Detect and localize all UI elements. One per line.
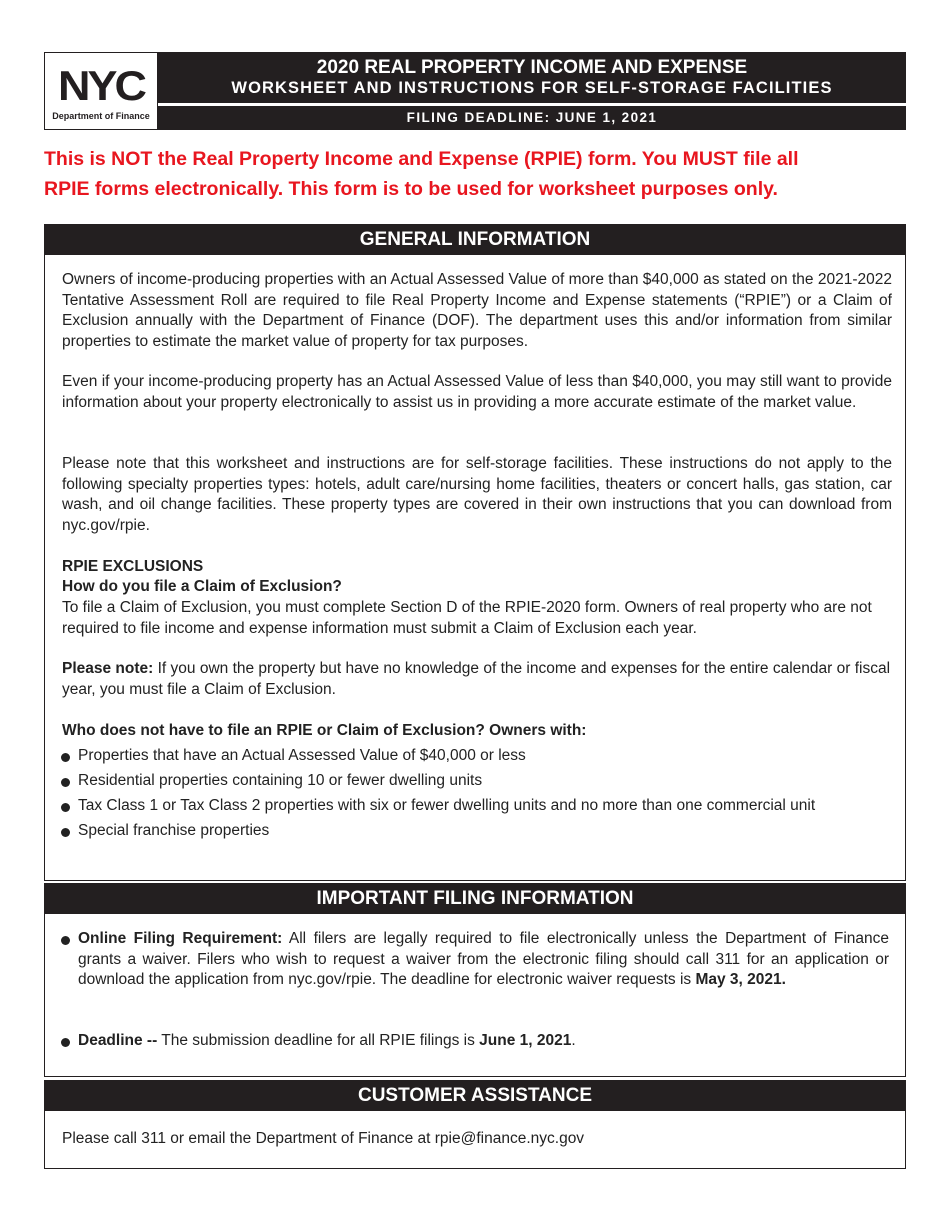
warning-line-2: RPIE forms electronically. This form is to be used for worksheet purposes only. [44,178,778,200]
important-filing-section [44,883,906,1077]
who-heading: Who does not have to file an RPIE or Claim of Exclusion? Owners with: [62,722,587,739]
online-filing-label: Online Filing Requirement: [78,930,283,947]
please-note-paragraph [62,659,892,700]
list-item: Online Filing Requirement: All filers are legally required to file electronically unless the Department of Finance grants a waiver. Filers who wish to request a waiver from the electronic filing should call 311 for an application or download the application from nyc.gov/rpie. The deadline for electronic waiver requests is May 3, 2021. [61,929,889,991]
page-header [44,52,906,130]
note-text: If you own the property but have no knowledge of the income and expenses for the entire calendar or fiscal year, you must file a Claim of Exclusion. [62,660,891,698]
waiver-deadline-date: May 3, 2021. [695,971,786,988]
list-item: Residential properties containing 10 or fewer dwelling units [61,771,482,792]
list-item: Tax Class 1 or Tax Class 2 properties with six or fewer dwelling units and no more than one commercial unit [61,796,815,817]
bullet-icon [61,1038,70,1047]
bullet-icon [61,936,70,945]
general-information-section [44,224,906,881]
logo-wordmark: NYC [58,67,144,107]
bullet-icon [61,753,70,762]
section-heading: CUSTOMER ASSISTANCE [45,1081,905,1111]
bullet-icon [61,803,70,812]
exclusions-heading: RPIE EXCLUSIONS [62,558,204,575]
warning-line-1: This is NOT the Real Property Income and Expense (RPIE) form. You MUST file all [44,148,799,170]
deadline-label: Deadline -- [78,1032,158,1049]
bullet-icon [61,828,70,837]
section-heading: IMPORTANT FILING INFORMATION [45,884,905,914]
nyc-logo-icon [49,67,153,107]
nyc-finance-logo [44,52,158,130]
warning-notice [44,144,914,204]
list-item: Deadline -- The submission deadline for all RPIE filings is June 1, 2021. [61,1031,576,1052]
list-item: Properties that have an Actual Assessed Value of $40,000 or less [61,746,526,767]
page-title: 2020 REAL PROPERTY INCOME AND EXPENSE [316,57,748,78]
list-item: Special franchise properties [61,821,269,842]
paragraph: Please note that this worksheet and instructions are for self-storage facilities. These instructions do not apply to the following specialty properties types: hotels, adult care/nursing home facilities, theaters or concert halls, gas station, car wash, and oil change facilities. These property types are covered in their own instructions that you can download from nyc.gov/rpie. [62,455,892,534]
filing-deadline-banner: FILING DEADLINE: JUNE 1, 2021 [158,106,906,130]
section-heading: GENERAL INFORMATION [45,225,905,255]
contact-text: Please call 311 or email the Department of Finance at rpie@finance.nyc.gov [62,1130,585,1147]
paragraph: Even if your income-producing property has an Actual Assessed Value of less than $40,000, you may still want to provide information about your property electronically to assist us in providing a more accurate estimate of the market value. [62,373,892,411]
title-bar [158,52,906,103]
paragraph: To file a Claim of Exclusion, you must complete Section D of the RPIE-2020 form. Owners of real property who are not required to file income and expense information must submit a Claim of Exclusion each year. [62,599,872,637]
customer-assistance-section [44,1080,906,1169]
exclusions-question: How do you file a Claim of Exclusion? [62,578,342,595]
note-label: Please note: [62,660,154,677]
paragraph: Owners of income-producing properties with an Actual Assessed Value of more than $40,000 as stated on the 2021-2022 Tentative Assessment Roll are required to file Real Property Income and Expense statements (“RPIE”) or a Claim of Exclusion annually with the Department of Finance (DOF). The department uses this and/or information from similar properties to estimate the market value of property for tax purposes. [62,271,892,350]
bullet-icon [61,778,70,787]
logo-caption: Department of Finance [52,111,150,121]
page-subtitle: WORKSHEET AND INSTRUCTIONS FOR SELF-STORAGE FACILITIES [231,79,833,97]
deadline-date: June 1, 2021 [479,1032,572,1049]
